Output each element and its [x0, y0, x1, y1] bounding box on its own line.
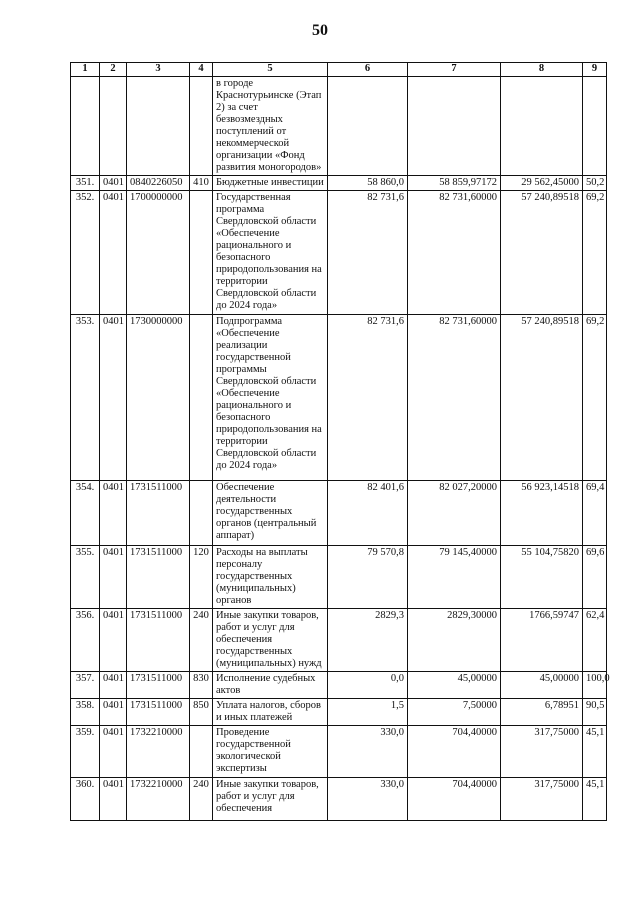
table-row	[71, 481, 607, 546]
table-row	[71, 315, 607, 481]
section-code: 0401	[100, 699, 127, 726]
table-header	[71, 63, 607, 77]
expense-type-code: 850	[190, 699, 213, 726]
executed-amount: 56 923,14518	[501, 481, 583, 546]
planned-amount	[328, 77, 408, 176]
table-row	[71, 77, 607, 176]
item-name: Исполнение судебных актов	[213, 672, 328, 699]
planned-amount: 58 860,0	[328, 176, 408, 191]
planned-amount: 1,5	[328, 699, 408, 726]
row-number: 358.	[71, 699, 100, 726]
column-header-5: 5	[213, 63, 328, 77]
expense-type-code	[190, 481, 213, 546]
execution-percent: 50,2	[583, 176, 607, 191]
execution-percent: 62,4	[583, 609, 607, 672]
execution-percent: 45,1	[583, 778, 607, 821]
execution-percent: 90,5	[583, 699, 607, 726]
executed-amount: 57 240,89518	[501, 191, 583, 315]
column-header-4: 4	[190, 63, 213, 77]
executed-amount: 317,75000	[501, 726, 583, 778]
row-number: 357.	[71, 672, 100, 699]
section-code: 0401	[100, 546, 127, 609]
column-header-3: 3	[127, 63, 190, 77]
approved-amount: 45,00000	[408, 672, 501, 699]
planned-amount: 330,0	[328, 726, 408, 778]
expense-type-code	[190, 77, 213, 176]
target-article-code: 1700000000	[127, 191, 190, 315]
item-name: Уплата налогов, сборов и иных платежей	[213, 699, 328, 726]
target-article-code: 1732210000	[127, 778, 190, 821]
approved-amount: 704,40000	[408, 726, 501, 778]
section-code: 0401	[100, 481, 127, 546]
executed-amount: 317,75000	[501, 778, 583, 821]
planned-amount: 330,0	[328, 778, 408, 821]
item-name: в городе Краснотурьинске (Этап 2) за счет безвозмездных поступлений от некоммерческой организации «Фонд развития моногородов»	[213, 77, 328, 176]
table-row	[71, 176, 607, 191]
target-article-code	[127, 77, 190, 176]
column-header-7: 7	[408, 63, 501, 77]
execution-percent: 69,6	[583, 546, 607, 609]
planned-amount: 2829,3	[328, 609, 408, 672]
target-article-code: 1731511000	[127, 672, 190, 699]
planned-amount: 82 401,6	[328, 481, 408, 546]
expense-type-code: 120	[190, 546, 213, 609]
approved-amount: 704,40000	[408, 778, 501, 821]
approved-amount: 82 027,20000	[408, 481, 501, 546]
section-code: 0401	[100, 191, 127, 315]
planned-amount: 82 731,6	[328, 315, 408, 481]
expense-type-code	[190, 191, 213, 315]
row-number: 355.	[71, 546, 100, 609]
planned-amount: 79 570,8	[328, 546, 408, 609]
execution-percent: 69,4	[583, 481, 607, 546]
row-number: 352.	[71, 191, 100, 315]
execution-percent: 100,0	[583, 672, 607, 699]
row-number: 360.	[71, 778, 100, 821]
expense-type-code: 240	[190, 778, 213, 821]
item-name: Государственная программа Свердловской области «Обеспечение рационального и безопасного природопользования на территории Свердловской области до 2024 года»	[213, 191, 328, 315]
planned-amount: 82 731,6	[328, 191, 408, 315]
row-number: 356.	[71, 609, 100, 672]
row-number	[71, 77, 100, 176]
target-article-code: 1731511000	[127, 546, 190, 609]
item-name: Иные закупки товаров, работ и услуг для обеспечения	[213, 778, 328, 821]
approved-amount: 58 859,97172	[408, 176, 501, 191]
target-article-code: 1731511000	[127, 699, 190, 726]
target-article-code: 1731511000	[127, 609, 190, 672]
budget-table	[70, 62, 610, 821]
header-row	[71, 63, 607, 77]
expense-type-code: 410	[190, 176, 213, 191]
executed-amount: 6,78951	[501, 699, 583, 726]
section-code: 0401	[100, 672, 127, 699]
table-row	[71, 778, 607, 821]
column-header-1: 1	[71, 63, 100, 77]
executed-amount: 29 562,45000	[501, 176, 583, 191]
table-row	[71, 546, 607, 609]
row-number: 354.	[71, 481, 100, 546]
execution-percent: 45,1	[583, 726, 607, 778]
execution-percent	[583, 77, 607, 176]
column-header-9: 9	[583, 63, 607, 77]
approved-amount: 7,50000	[408, 699, 501, 726]
executed-amount: 55 104,75820	[501, 546, 583, 609]
expense-type-code	[190, 315, 213, 481]
executed-amount: 57 240,89518	[501, 315, 583, 481]
item-name: Бюджетные инвестиции	[213, 176, 328, 191]
expense-type-code: 830	[190, 672, 213, 699]
item-name: Подпрограмма «Обеспечение реализации государственной программы Свердловской области «Обеспечение рационального и безопасного природопользования на территории Свердловской области до 2024 года»	[213, 315, 328, 481]
execution-percent: 69,2	[583, 191, 607, 315]
item-name: Проведение государственной экологической экспертизы	[213, 726, 328, 778]
item-name: Расходы на выплаты персоналу государственных (муниципальных) органов	[213, 546, 328, 609]
section-code: 0401	[100, 609, 127, 672]
approved-amount	[408, 77, 501, 176]
page-number: 50	[312, 22, 328, 39]
table-row	[71, 609, 607, 672]
approved-amount: 79 145,40000	[408, 546, 501, 609]
executed-amount	[501, 77, 583, 176]
target-article-code: 0840226050	[127, 176, 190, 191]
execution-percent: 69,2	[583, 315, 607, 481]
section-code: 0401	[100, 778, 127, 821]
target-article-code: 1732210000	[127, 726, 190, 778]
column-header-2: 2	[100, 63, 127, 77]
table-row	[71, 699, 607, 726]
approved-amount: 82 731,60000	[408, 315, 501, 481]
column-header-6: 6	[328, 63, 408, 77]
item-name: Иные закупки товаров, работ и услуг для обеспечения государственных (муниципальных) нужд	[213, 609, 328, 672]
section-code: 0401	[100, 176, 127, 191]
section-code: 0401	[100, 726, 127, 778]
section-code: 0401	[100, 315, 127, 481]
executed-amount: 1766,59747	[501, 609, 583, 672]
row-number: 351.	[71, 176, 100, 191]
approved-amount: 82 731,60000	[408, 191, 501, 315]
executed-amount: 45,00000	[501, 672, 583, 699]
target-article-code: 1731511000	[127, 481, 190, 546]
row-number: 359.	[71, 726, 100, 778]
item-name: Обеспечение деятельности государственных органов (центральный аппарат)	[213, 481, 328, 546]
approved-amount: 2829,30000	[408, 609, 501, 672]
table-row	[71, 672, 607, 699]
table-row	[71, 191, 607, 315]
table-row	[71, 726, 607, 778]
row-number: 353.	[71, 315, 100, 481]
planned-amount: 0,0	[328, 672, 408, 699]
expense-type-code	[190, 726, 213, 778]
expense-type-code: 240	[190, 609, 213, 672]
column-header-8: 8	[501, 63, 583, 77]
table-body	[71, 77, 610, 821]
section-code	[100, 77, 127, 176]
target-article-code: 1730000000	[127, 315, 190, 481]
